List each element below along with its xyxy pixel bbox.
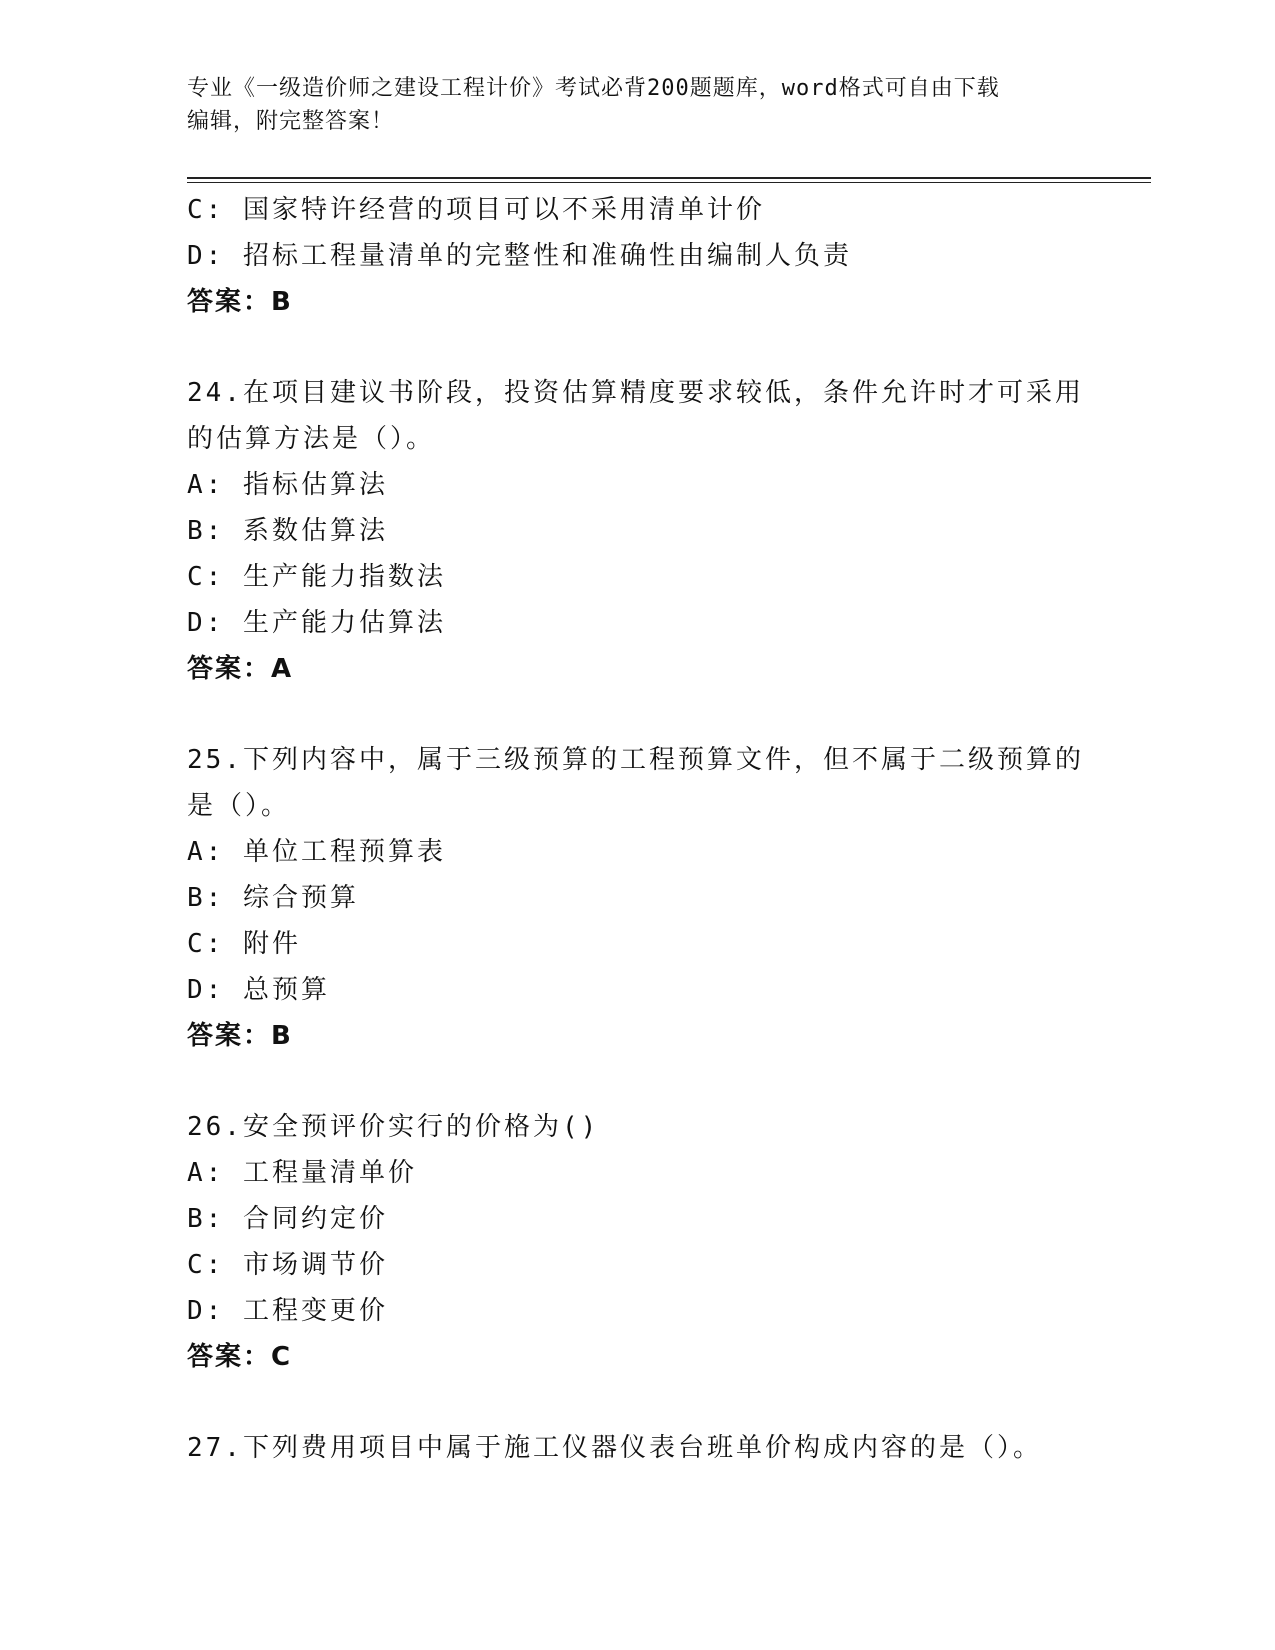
answer: 答案：B <box>187 1021 293 1051</box>
question-stem: 26.安全预评价实行的价格为() <box>187 1112 600 1142</box>
answer: 答案：C <box>187 1342 293 1372</box>
header-line-1: 专业《一级造价师之建设工程计价》考试必背200题题库，word格式可自由下载 <box>187 76 1000 101</box>
question-25 <box>187 737 1087 1059</box>
question-list <box>187 187 1087 1471</box>
option-a: A: 工程量清单价 <box>187 1158 417 1188</box>
header-line-2: 编辑，附完整答案！ <box>187 109 395 134</box>
answer: 答案：A <box>187 654 294 684</box>
question-stem: 24.在项目建议书阶段，投资估算精度要求较低，条件允许时才可采用 <box>187 378 1084 408</box>
spacer <box>187 325 1087 370</box>
option-d: D: 总预算 <box>187 975 330 1005</box>
option-b: B: 系数估算法 <box>187 516 388 546</box>
spacer <box>187 1059 1087 1104</box>
question-24 <box>187 370 1087 692</box>
question-stem: 25.下列内容中，属于三级预算的工程预算文件，但不属于二级预算的 <box>187 745 1084 775</box>
question-27 <box>187 1425 1087 1471</box>
option-a: A: 单位工程预算表 <box>187 837 446 867</box>
option-b: B: 综合预算 <box>187 883 359 913</box>
header-divider-thick <box>187 177 1151 179</box>
option-c: C: 生产能力指数法 <box>187 562 446 592</box>
question-23-continued <box>187 187 1087 325</box>
spacer <box>187 692 1087 737</box>
question-stem: 是（）。 <box>187 791 291 821</box>
option-c: C: 国家特许经营的项目可以不采用清单计价 <box>187 195 765 225</box>
option-d: D: 工程变更价 <box>187 1296 388 1326</box>
option-d: D: 生产能力估算法 <box>187 608 446 638</box>
spacer <box>187 1380 1087 1425</box>
question-stem: 27.下列费用项目中属于施工仪器仪表台班单价构成内容的是（）。 <box>187 1433 1042 1463</box>
question-26 <box>187 1104 1087 1380</box>
question-stem: 的估算方法是（）。 <box>187 424 436 454</box>
page-header <box>187 72 1087 138</box>
option-c: C: 附件 <box>187 929 301 959</box>
header-divider-thin <box>187 182 1151 183</box>
option-c: C: 市场调节价 <box>187 1250 388 1280</box>
option-a: A: 指标估算法 <box>187 470 388 500</box>
option-b: B: 合同约定价 <box>187 1204 388 1234</box>
answer: 答案：B <box>187 287 293 317</box>
option-d: D: 招标工程量清单的完整性和准确性由编制人负责 <box>187 241 852 271</box>
